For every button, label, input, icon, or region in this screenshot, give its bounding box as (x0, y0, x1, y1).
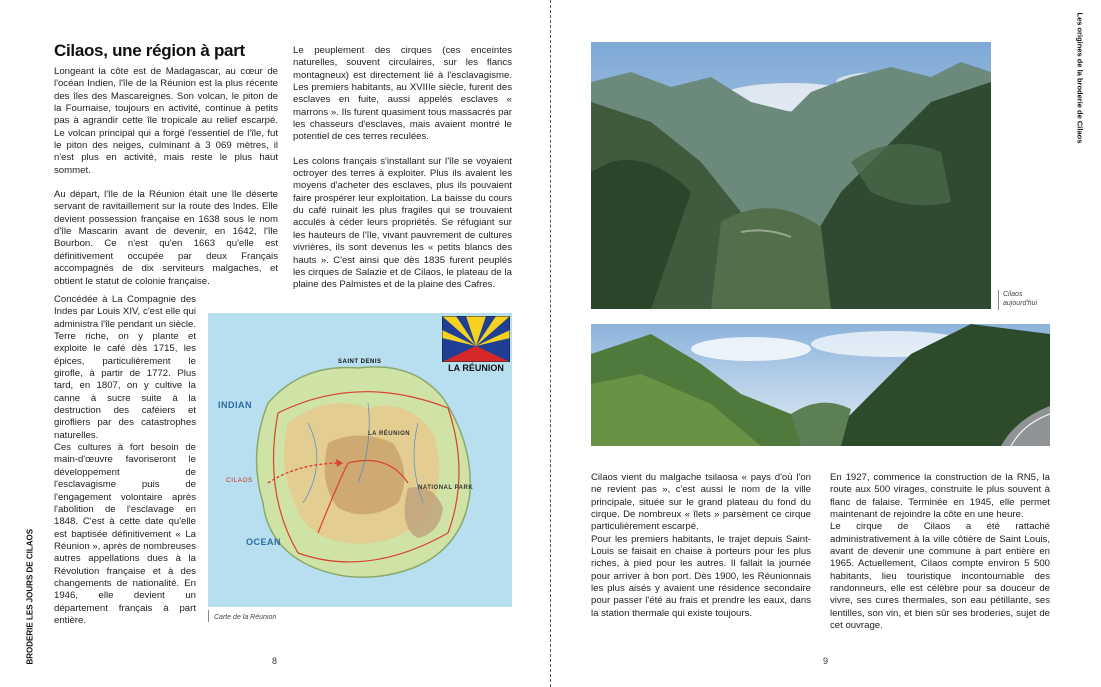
cilaos-road-photo (591, 324, 1050, 446)
left-spine-text: BRODERIE LES JOURS DE CILAOS (25, 528, 35, 665)
photo1-caption: Cilaos aujourd'hui (1003, 291, 1038, 307)
left-column-narrow (54, 294, 196, 627)
map-label-cilaos: CILAOS (226, 477, 253, 484)
caption-rule (208, 610, 209, 622)
page-number-left: 8 (272, 656, 278, 666)
caption-rule (998, 290, 999, 310)
paragraph: Le peuplement des cirques (ces enceintes naturelles, souvent circulaires, sur les flancs montagneux) est directement lié à l'esclavagisme. Les premiers habitants, au XVIIIe siècle, furent des esclaves en fuite, aussi appelés esclaves « marrons ». Ils furent quasiment tous massacrés par les chasseurs d'esclaves, mais avaient montré le potentiel de ces terres reculées. (293, 45, 512, 143)
map-label-saint-denis: SAINT DENIS (338, 359, 382, 365)
page-number-right: 9 (823, 656, 829, 666)
paragraph: Concédée à La Compagnie des Indes par Louis XIV, c'est elle qui administra l'île pendant un siècle. Terre riche, on y plante et exploite le café dès 1715, les épices, particulièrement le girofle, à partir de 1772. Plus tard, en 1807, on y cultive la canne à sucre suite à la destruction des caféiers et girofliers par des catastrophes naturelles. (54, 294, 196, 441)
page-divider (550, 0, 551, 687)
right-column-right (830, 472, 1050, 632)
map-caption: Carte de la Réunion (214, 614, 277, 621)
section-title: Cilaos, une région à part (54, 41, 245, 60)
map-label-indian: INDIAN (218, 400, 252, 410)
paragraph: Les colons français s'installant sur l'île se voyaient octroyer des terres à exploiter. Plus ils avaient les moyens d'acheter des esclaves, plus ils pouvaient faire prospérer leur exploitation. La baisse du cours du café ruinait les plus fragiles qui se trouvaient acculés à céder leurs propriétés. Se réfugiant sur les hauteurs de l'île, vivant pauvrement de cultures vivrières, ils sont devenus les « petits blancs des hauts ». C'est ainsi que dès 1835 furent peuplés les cirques de Salazie et de Cilaos, le plateau de la plaine des Palmistes et de la plaine des Cafres. (293, 155, 512, 291)
flag-label: LA RÉUNION (442, 362, 510, 375)
paragraph: En 1927, commence la construction de la RN5, la route aux 500 virages, construite le plus souvent à flanc de falaise. Terminée en 1945, elle permet maintenant de rejoindre la côte en une heure. (830, 472, 1050, 521)
paragraph: Pour les premiers habitants, le trajet depuis Saint-Louis se faisait en chaise à porteurs pour les plus riches, à pied pour les autres. Il fallait la journée pour arriver à bon port. Dès 1900, les Réunionnais les plus aisés y avaient une résidence secondaire pour passer l'été au frais et prendre les eaux, dans la station thermale qui existe toujours. (591, 533, 811, 619)
left-column-right (293, 45, 512, 292)
map-label-ocean: OCEAN (246, 537, 282, 547)
map-label-national-park: NATIONAL PARK (418, 485, 474, 491)
right-spine-text: Les origines de la broderie de Cilaos (1075, 12, 1085, 144)
paragraph: Ces cultures à fort besoin de main-d'œuvre favoriseront le développement de l'esclavagisme puis de l'engagement volontaire après l'abolition de l'esclavage en 1848. C'est à cette date qu'elle est baptisée définitivement « La Réunion », après de nombreuses autres appellations dues à la Révolution française et à des changements de nationalité. En 1946, elle devient un département français à part entière. (54, 442, 196, 626)
right-column-left (591, 472, 811, 620)
map-label-la-reunion: LA RÉUNION (368, 431, 411, 437)
paragraph: Au départ, l'île de la Réunion était une île déserte servant de ravitaillement sur la route des Indes. Elle devient possession française en 1638 sous le nom d'île Mascarin avant de devenir, en 1642, l'île Bourbon. Ce n'est qu'en 1663 qu'elle est définitivement occupée par deux Français accompagnés de dix serviteurs malgaches, et obtient le statut de colonie française. (54, 189, 278, 287)
paragraph: Longeant la côte est de Madagascar, au cœur de l'océan Indien, l'île de la Réunion est la plus récente des îles des Mascareignes. Son volcan, le piton de la Fournaise, toujours en activité, continue à petits pas à agrandir cette île tropicale au relief escarpé. Le volcan principal qui a forgé l'essentiel de l'île, fut le piton des neiges, culminant à 3 069 mètres, il n'est plus en activité, mais reste le plus haut sommet. (54, 66, 278, 176)
paragraph: Cilaos vient du malgache tsilaosa « pays d'où l'on ne revient pas », c'est aussi le nom de la ville principale, située sur le grand plateau du fond du cirque. De nombreux « îlets » parsèment ce cirque particulièrement escarpé. (591, 472, 811, 533)
cilaos-mountain-photo (591, 42, 991, 309)
left-column-top (54, 66, 278, 288)
paragraph: Le cirque de Cilaos a été rattaché administrativement à la ville côtière de Saint Louis, avant de devenir une commune à part entière en 1965. Actuellement, Cilaos compte environ 5 500 habitants, lieu touristique incontournable des randonneurs, elle est célèbre pour sa douceur de vivre, ses cures thermales, son eau pétillante, ses lentilles, son vin, et bien sûr ses broderies, sujet de cet ouvrage. (830, 521, 1050, 632)
